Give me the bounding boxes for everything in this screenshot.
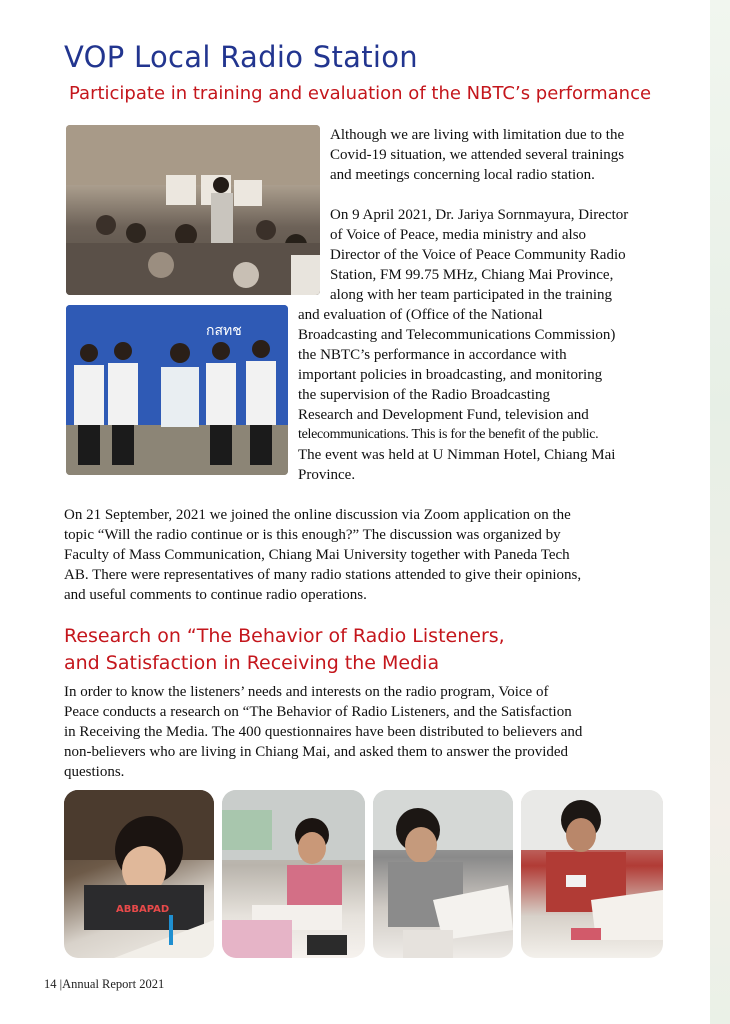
nbtc-sign-text: กสทช [206,323,242,339]
photo-listener-survey-4 [521,790,663,958]
photo-training-hall [66,125,320,295]
shirt-text: ABBAPAD [116,904,170,915]
text-line: and useful comments to continue radio operations. [64,587,367,603]
text-line: Faculty of Mass Communication, Chiang Mai University together with Paneda Tech [64,547,570,563]
zoom-discussion-paragraph [64,505,665,605]
text-line: the supervision of the Radio Broadcasting [298,387,551,403]
text-line: Director of the Voice of Peace Community Radio [330,247,626,263]
text-line: Covid-19 situation, we attended several trainings [330,147,625,163]
intro-paragraph [330,125,665,185]
text-line: telecommunications. This is for the benefit of the public. [298,427,599,442]
training-paragraph-bottom [298,305,665,485]
page-footer: 14 |Annual Report 2021 [44,977,165,991]
text-line: Although we are living with limitation due to the [330,127,625,143]
survey-photo-illustration [521,790,663,958]
text-line: Province. [298,467,356,483]
page-subtitle: Participate in training and evaluation of the NBTC’s performance [69,83,652,104]
text-line: Station, FM 99.75 MHz, Chiang Mai Province, [330,267,614,283]
photo-group-nbtc [66,305,288,475]
text-line: and meetings concerning local radio station. [330,167,595,183]
text-line: Research and Development Fund, television and [298,407,589,423]
photo-listener-survey-2 [222,790,365,958]
survey-photo-illustration [222,790,365,958]
text-line: important policies in broadcasting, and monitoring [298,367,603,383]
text-line: Broadcasting and Telecommunications Commission) [298,327,616,343]
text-line: the NBTC’s performance in accordance with [298,347,567,363]
section-heading-line1: Research on “The Behavior of Radio Listeners, [64,625,505,647]
page-title: VOP Local Radio Station [64,40,418,74]
survey-photo-illustration [373,790,513,958]
page-edge-decoration [710,0,730,1024]
group-photo-illustration [66,305,288,475]
text-line: of Voice of Peace, media ministry and also [330,227,587,243]
training-hall-illustration [66,125,320,295]
text-line: and evaluation of (Office of the National [298,307,543,323]
text-line: On 9 April 2021, Dr. Jariya Sornmayura, Director [330,207,629,223]
text-line: In order to know the listeners’ needs and interests on the radio program, Voice of [64,684,549,700]
photo-listener-survey-1 [64,790,214,958]
text-line: AB. There were representatives of many radio stations attended to give their opinions, [64,567,582,583]
survey-photo-illustration [64,790,214,958]
photo-listener-survey-3 [373,790,513,958]
text-line: Peace conducts a research on “The Behavior of Radio Listeners, and the Satisfaction [64,704,572,720]
text-line: in Receiving the Media. The 400 questionnaires have been distributed to believers and [64,724,583,740]
text-line: topic “Will the radio continue or is this enough?” The discussion was organized by [64,527,561,543]
section-heading-line2: and Satisfaction in Receiving the Media [64,652,440,674]
text-line: On 21 September, 2021 we joined the online discussion via Zoom application on the [64,507,571,523]
text-line: questions. [64,764,125,780]
text-line: non-believers who are living in Chiang Mai, and asked them to answer the provided [64,744,569,760]
research-paragraph [64,682,665,782]
text-line: The event was held at U Nimman Hotel, Chiang Mai [298,447,616,463]
text-line: along with her team participated in the training [330,287,612,303]
training-paragraph-top [330,205,665,305]
